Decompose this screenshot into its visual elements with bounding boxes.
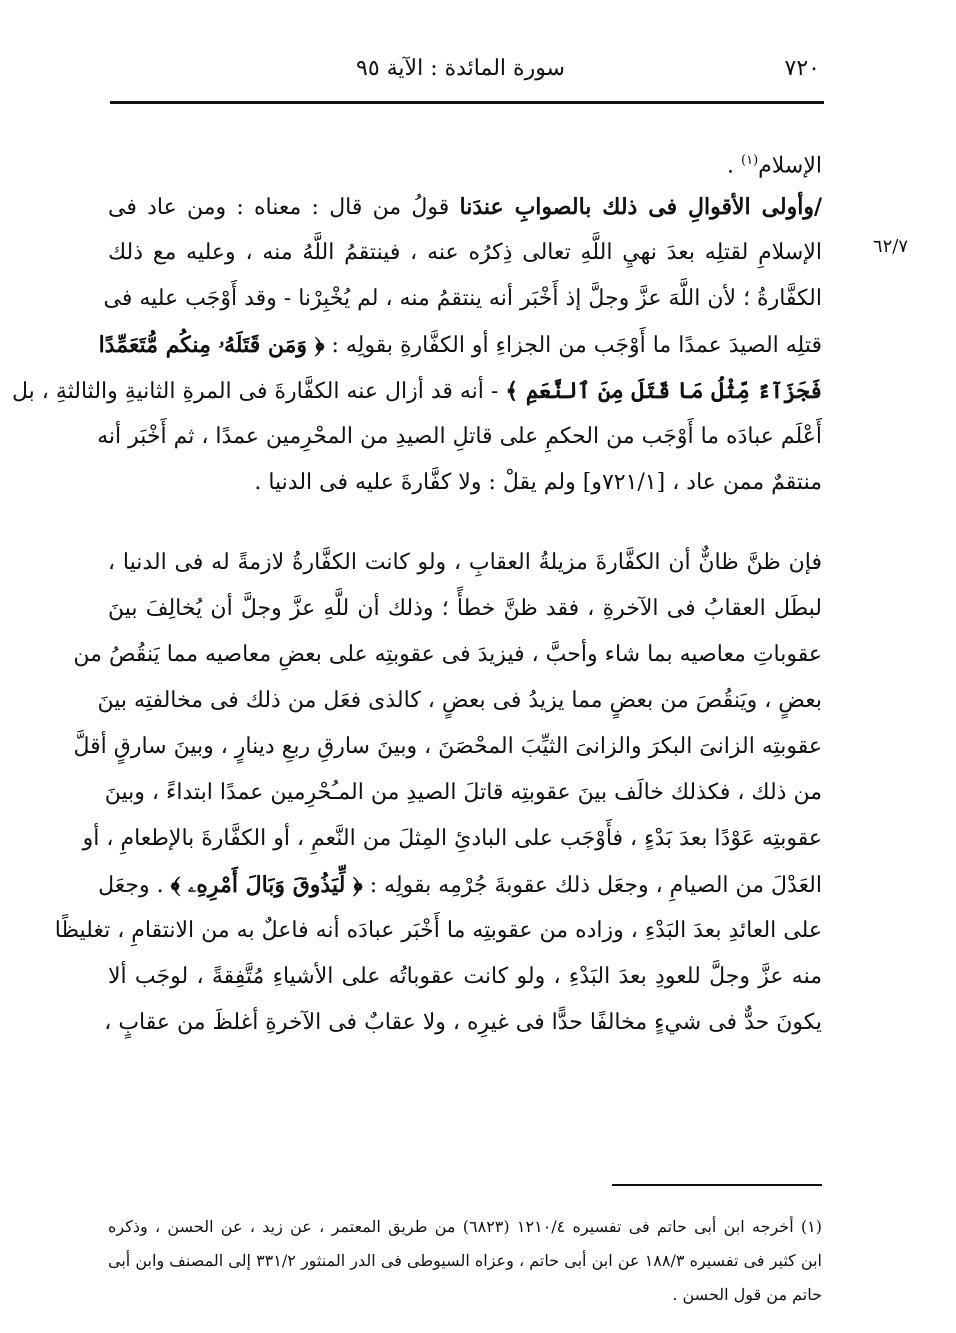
word-islam: الإسلام bbox=[758, 153, 822, 179]
header-rule bbox=[110, 101, 824, 104]
quran-quote: ﴿ وَمَن قَتَلَهُۥ مِنكُم مُّتَعَمِّدًا bbox=[98, 332, 325, 358]
footnote-marker[interactable]: (١) bbox=[741, 153, 759, 168]
footnote-line: ابن كثير فى تفسيره ١٨٨/٣ عن ابن أبى حاتم ، وعزاه السيوطى فى الدر المنثور ٣٣١/٢ إلى المصنف وابن أبى bbox=[108, 1251, 823, 1270]
surah-title: سورة المائدة : الآية ٩٥ bbox=[356, 56, 565, 81]
paragraph-gap bbox=[108, 506, 822, 540]
text-line bbox=[108, 184, 822, 230]
bold-lead: /وأولى الأقوالِ فى ذلك بالصوابِ عندَنا bbox=[459, 194, 823, 220]
footnote-line: (١) أخرجه ابن أبى حاتم فى تفسيره ١٢١٠/٤ (٦٨٢٣) من طريق المعتمر ، عن زيد ، عن الحسن ، وذكره bbox=[108, 1217, 823, 1236]
text-line: يكونَ حدٌّ فى شيءٍ مخالفًا حدًّا فى غيرِه ، ولا عقابٌ فى الآخرةِ أغلظَ من عقابٍ ، bbox=[104, 1010, 822, 1035]
text-line: لبطَل العقابُ فى الآخرةِ ، فقد ظنَّ خطأً ؛ وذلك أن للَّهِ عزَّ وجلَّ أن يُخالِفَ بينَ bbox=[108, 596, 822, 621]
text-line: على العائدِ بعدَ البَدْءِ ، وزاده من عقوبتِه ما أَخْبَر عبادَه أنه فاعلٌ به من الانتقامِ ، تغليظًا bbox=[54, 918, 822, 943]
page-number: ٧٢٠ bbox=[784, 56, 820, 81]
main-text bbox=[11, 138, 823, 1046]
text-line bbox=[11, 368, 822, 414]
footnote bbox=[108, 1210, 822, 1312]
running-header bbox=[110, 50, 820, 90]
text-line: من ذلك ، فكذلك خالَف بينَ عقوبتِه قاتلَ الصيدِ من المـُحْرِمين عمدًا ابتداءً ، وبينَ bbox=[104, 780, 822, 805]
margin-reference: ٦٢/٧ bbox=[872, 236, 908, 257]
text-fragment: قولُ من قال : معناه : ومن عاد فى bbox=[108, 195, 460, 220]
quran-quote: ﴿ لِّيَذُوقَ وَبَالَ أَمْرِهِۦ ﴾ bbox=[170, 872, 363, 898]
text-line: عقوبتِه عَوْدًا بعدَ بَدْءٍ ، فأَوْجَب على البادئِ المِثلَ من النَّعمِ ، أو الكفَّارةَ بالإطعامِ ، أو bbox=[82, 826, 822, 851]
text-fragment: . وجعَل bbox=[98, 873, 171, 898]
text-line bbox=[98, 862, 822, 908]
text-line: منتقمٌ ممن عاد ، [٧٢١/١و] ولم يقلْ : ولا كفَّارةَ عليه فى الدنيا . bbox=[254, 470, 822, 495]
quran-quote: فَجَزَآءٌ مِّثْلُ مَا قَتَلَ مِنَ ٱلنَّعَمِ ﴾ bbox=[505, 378, 822, 404]
text-fragment: العَدْلَ من الصيامِ ، وجعَل ذلك عقوبةَ جُرْمِه بقولِه : bbox=[369, 873, 822, 898]
text-line: منه عزَّ وجلَّ للعودِ بعدَ البَدْءِ ، ولو كانت عقوباتُه على الأشياءِ مُتَّفِقةً ، لوجَب ألا bbox=[108, 964, 822, 989]
text-fragment: - أنه قد أزال عنه الكفَّارةَ فى المرةِ الثانيةِ والثالثةِ ، بل bbox=[11, 379, 506, 404]
text-line: عقوباتِ معاصيه بما شاء وأحبَّ ، فيزيدَ فى عقوبتِه على بعضِ معاصيه مما يَنقُصُ من bbox=[73, 642, 822, 667]
text-line bbox=[108, 138, 822, 184]
footnote-rule bbox=[612, 1184, 822, 1186]
text-line: الكفَّارةُ ؛ لأن اللَّهَ عزَّ وجلَّ إذ أَخْبَر أنه ينتقمُ منه ، لم يُخْبِرْنا - وقد أَوْجَب عليه فى bbox=[103, 286, 822, 311]
text-fragment: . bbox=[727, 153, 742, 179]
text-fragment: قتلِه الصيدَ عمدًا ما أَوْجَب من الجزاءِ أو الكفَّارةِ بقولِه : bbox=[331, 333, 822, 358]
footnote-line: حاتم من قول الحسن . bbox=[672, 1285, 822, 1304]
text-line: أَعْلَم عبادَه ما أَوْجَب من الحكمِ على قاتلِ الصيدِ من المحْرِمين عمدًا ، ثم أَخْبَر أنه bbox=[97, 424, 822, 449]
text-line: عقوبتِه الزانىَ البكرَ والزانىَ الثيِّبَ المحْصَنَ ، وبينَ سارقِ ربعِ دينارٍ ، وبينَ سارقٍ أقلَّ bbox=[73, 734, 822, 759]
text-line: فإن ظنَّ ظانٌّ أن الكفَّارةَ مزيلةُ العقابِ ، ولو كانت الكفَّارةُ لازمةً له فى الدنيا ، bbox=[108, 550, 822, 575]
text-line: بعضٍ ، ويَنقُصَ من بعضٍ مما يزيدُ فى بعضٍ ، كالذى فعَل من ذلك فى مخالفتِه بينَ bbox=[97, 688, 822, 713]
text-line: الإسلامِ لقتلِه بعدَ نهيِ اللَّهِ تعالى ذِكرُه عنه ، فينتقمُ اللَّهُ منه ، وعليه مع ذلك bbox=[108, 240, 822, 265]
text-line bbox=[98, 322, 822, 368]
